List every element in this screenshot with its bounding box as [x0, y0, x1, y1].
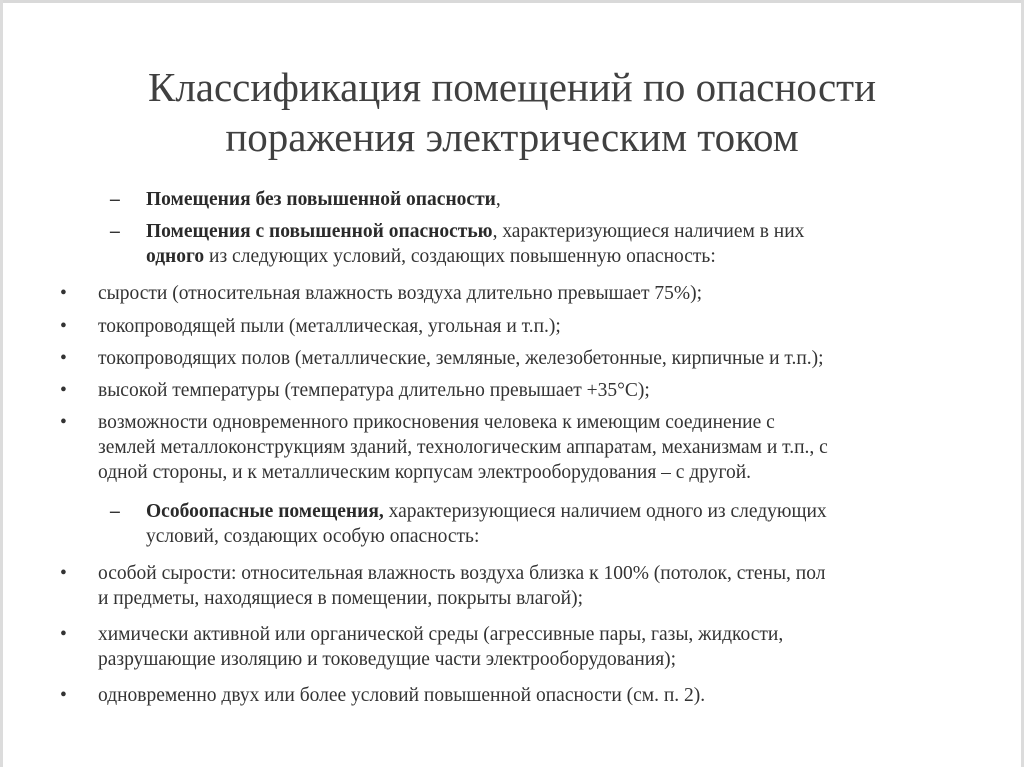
item-text-line: особой сырости: относительная влажность воздуха близка к 100% (потолок, стены, пол — [98, 563, 826, 584]
bullet-item-chemical-environment — [98, 622, 978, 672]
dash-item-especially-dangerous — [146, 499, 956, 549]
emphasis-text: одного — [146, 246, 205, 267]
bullet-marker: • — [60, 380, 67, 401]
bullet-item-special-humidity — [98, 561, 978, 611]
item-text-line: одной стороны, и к металлическим корпусам электрооборудования – с другой. — [98, 462, 752, 483]
item-text: , — [495, 189, 501, 210]
item-text: условий, создающих особую опасность: — [146, 526, 480, 547]
dash-item-increased-danger — [146, 219, 956, 269]
bullet-marker: • — [60, 348, 67, 369]
item-text: из следующих условий, создающих повышенную опасность: — [204, 246, 716, 267]
slide-frame-top — [0, 0, 1024, 3]
bullet-item: токопроводящей пыли (металлическая, угольная и т.п.); — [98, 316, 561, 337]
item-text-line: химически активной или органической среды (агрессивные пары, газы, жидкости, — [98, 624, 784, 645]
item-text: , характеризующиеся наличием в них — [492, 221, 805, 242]
dash-item-no-danger — [146, 187, 956, 212]
bullet-marker: • — [60, 283, 67, 304]
bullet-marker: • — [60, 685, 67, 706]
dash-marker: – — [110, 189, 120, 210]
bullet-marker: • — [60, 412, 67, 433]
title-line-1: Классификация помещений по опасности — [147, 64, 877, 110]
item-text: характеризующиеся наличием одного из следующих — [383, 501, 827, 522]
title-line-2: поражения электрическим током — [225, 114, 799, 160]
dash-marker: – — [110, 221, 120, 242]
item-text-line: разрушающие изоляцию и токоведущие части электрооборудования); — [98, 649, 677, 670]
bullet-item: токопроводящих полов (металлические, земляные, железобетонные, кирпичные и т.п.); — [98, 348, 824, 369]
bullet-item-simultaneous-contact — [98, 410, 978, 485]
category-label: Помещения без повышенной опасности — [146, 189, 496, 210]
item-text-line: и предметы, находящиеся в помещении, покрыты влагой); — [98, 588, 584, 609]
category-label: Особоопасные помещения, — [146, 501, 384, 522]
item-text-line: одновременно двух или более условий повышенной опасности (см. п. 2). — [98, 685, 706, 706]
bullet-item: сырости (относительная влажность воздуха длительно превышает 75%); — [98, 283, 703, 304]
bullet-marker: • — [60, 624, 67, 645]
item-text-line: возможности одновременного прикосновения человека к имеющим соединение с — [98, 412, 775, 433]
bullet-item: высокой температуры (температура длительно превышает +35°С); — [98, 380, 650, 401]
category-label: Помещения с повышенной опасностью — [146, 221, 493, 242]
slide-title — [0, 62, 1024, 162]
bullet-item-multiple-conditions — [98, 683, 978, 708]
bullet-marker: • — [60, 563, 67, 584]
item-text-line: землей металлоконструкциям зданий, технологическим аппаратам, механизмам и т.п., с — [98, 437, 828, 458]
bullet-marker: • — [60, 316, 67, 337]
dash-marker: – — [110, 501, 120, 522]
